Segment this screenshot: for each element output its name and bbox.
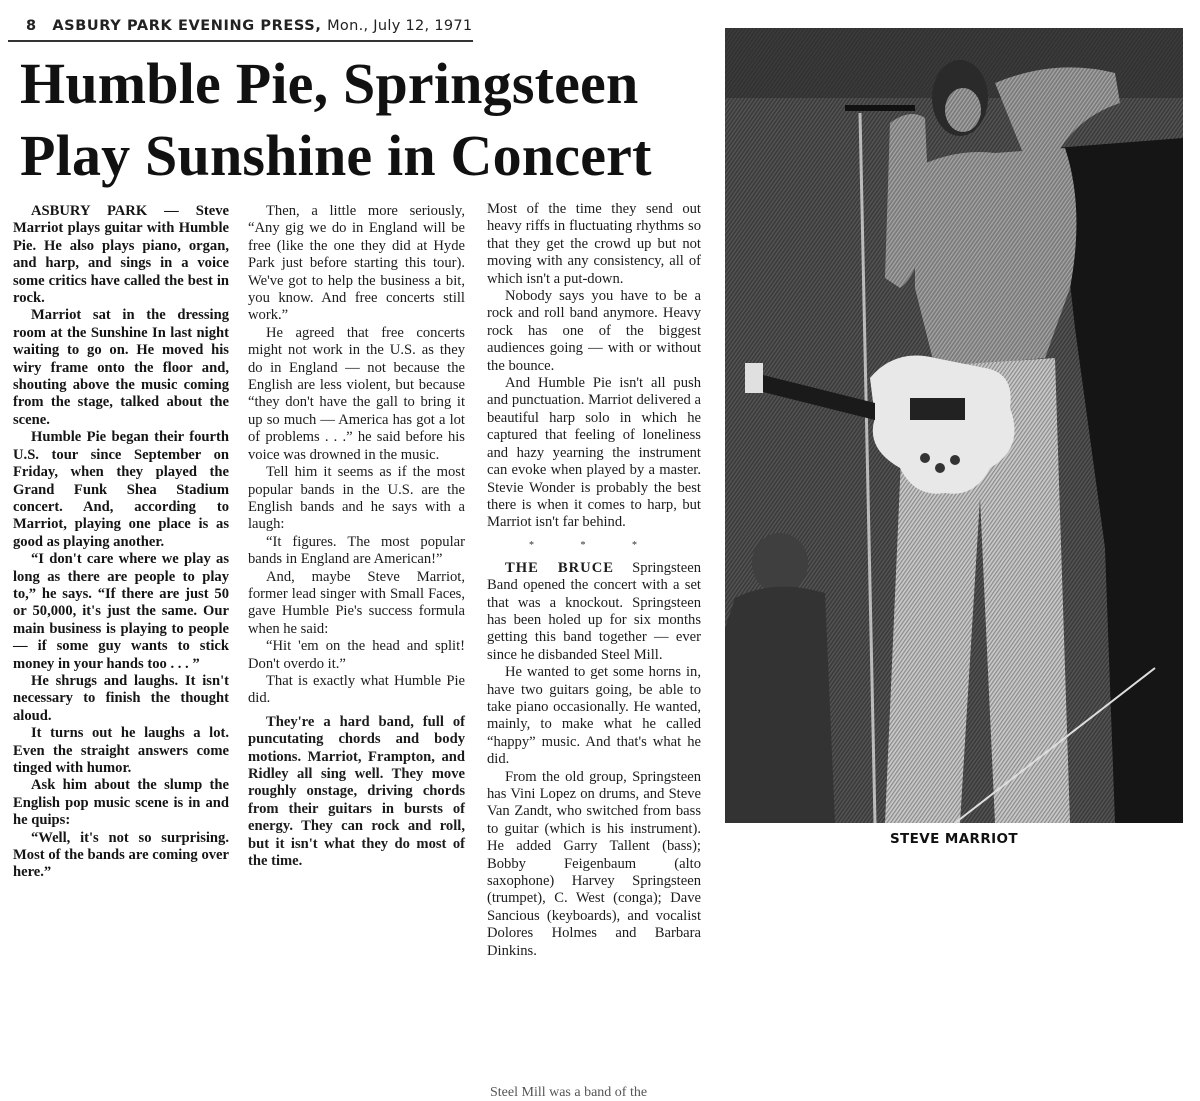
paragraph: Nobody says you have to be a rock and roll band anymore. Heavy rock has one of the biggest audiences going — with or without the bounce.: [487, 288, 701, 374]
publication-date: Mon., July 12, 1971: [327, 18, 473, 34]
paragraph: Humble Pie began their fourth U.S. tour since September on Friday, when they played the Grand Funk Shea Stadium concert. And, according to Marriot, playing one place is as good as playing another.: [13, 429, 229, 550]
paragraph: Then, a little more seriously, “Any gig we do in England will be free (like the one they did at Hyde Park just before starting this tour). We've got to help the business a bit, you know. And free concerts still work.”: [248, 203, 465, 324]
paragraph: He shrugs and laughs. It isn't necessary to finish the thought aloud.: [13, 672, 229, 724]
photo-caption: STEVE MARRIOT: [889, 831, 1019, 847]
section-separator: * * *: [529, 539, 659, 551]
page-number: 8: [26, 18, 37, 34]
paragraph: They're a hard band, full of puncutating chords and body motions. Marriot, Frampton, and Ridley all sing well. They move roughly onstage, driving chords from their guitars in bursts of energy. They can rock and roll, but it isn't what they do most of the time.: [248, 713, 465, 870]
paragraph: And, maybe Steve Marriot, former lead singer with Small Faces, gave Humble Pie's success formula when he said:: [248, 568, 465, 637]
article-headline: [20, 48, 700, 192]
folio-rule-divider: [8, 40, 473, 42]
paragraph: From the old group, Springsteen has Vini Lopez on drums, and Steve Van Zandt, who switched from bass to guitar (which is his instrument). He added Garry Tallent (bass); Bobby Feigenbaum (alto saxophone) Harvey Springsteen (trumpet), C. West (conga); Dave Sancious (keyboards), and vocalist Dolores Holmes and Barbara Dinkins.: [487, 768, 701, 959]
headline-line-2: Play Sunshine in Concert: [20, 123, 652, 188]
paragraph: “I don't care where we play as long as there are people to play to,” he says. “If there are just 50 or 50,000, it's just the same. Our main business is playing to people — if some guy wants to stick money in your hands too . . . ”: [13, 551, 229, 672]
paragraph: He agreed that free concerts might not work in the U.S. as they do in England — not because the English are less violent, but because “they don't have the gall to bring it up so much — America has got a lot of problems . . .” he said before his voice was drowned in the music.: [248, 324, 465, 463]
paragraph: It turns out he laughs a lot. Even the straight answers come tinged with humor.: [13, 725, 229, 776]
paragraph: Most of the time they send out heavy riffs in fluctuating rhythms so that they get the crowd up but not moving with any consistency, all of which isn't a put-down.: [487, 201, 701, 287]
paragraph: That is exactly what Humble Pie did.: [248, 672, 465, 707]
paragraph: ASBURY PARK — Steve Marriot plays guitar with Humble Pie. He also plays piano, organ, and harp, and sings in a voice some critics have called the best in rock.: [13, 203, 229, 307]
page-folio: [26, 18, 476, 34]
publication-name: ASBURY PARK EVENING PRESS,: [52, 18, 322, 34]
article-column-1: [13, 203, 229, 882]
lead-in-caps: THE BRUCE: [505, 559, 614, 576]
lead-in-text: Springsteen Band opened the concert with a set that was a knockout. Springsteen has been holed up for six months getting this band together — ever since he disbanded Steel Mill.: [487, 559, 701, 663]
article-column-3: [487, 201, 701, 960]
paragraph: Tell him it seems as if the most popular bands in the U.S. are the English bands and he says with a laugh:: [248, 464, 465, 533]
paragraph: Marriot sat in the dressing room at the Sunshine In last night waiting to go on. He moved his wiry frame onto the floor and, shouting above the music coming from the stage, talked about the scene.: [13, 307, 229, 428]
paragraph: He wanted to get some horns in, have two guitars going, be able to take piano occasionally. He wanted, mainly, to make what he called “happy” music. And that's what he did.: [487, 664, 701, 768]
performer-photo-illustration: [725, 28, 1183, 823]
paragraph: “Hit 'em on the head and split! Don't overdo it.”: [248, 638, 465, 672]
paragraph: “Well, it's not so surprising. Most of the bands are coming over here.”: [13, 829, 229, 881]
truncated-text-line: Steel Mill was a band of the: [490, 1085, 648, 1100]
article-column-2: [248, 203, 465, 870]
headline-line-1: Humble Pie, Springsteen: [20, 51, 639, 116]
paragraph: [487, 560, 701, 664]
paragraph: “It figures. The most popular bands in England are American!”: [248, 533, 465, 568]
paragraph: And Humble Pie isn't all push and punctuation. Marriot delivered a beautiful harp solo in which he captured that feeling of loneliness and hazy yearning the instrument can evoke when played by a master. Stevie Wonder is probably the best there is when it comes to harp, but Marriot isn't far behind.: [487, 375, 701, 531]
concert-photo: [725, 28, 1183, 823]
paragraph: Ask him about the slump the English pop music scene is in and he quips:: [13, 777, 229, 829]
